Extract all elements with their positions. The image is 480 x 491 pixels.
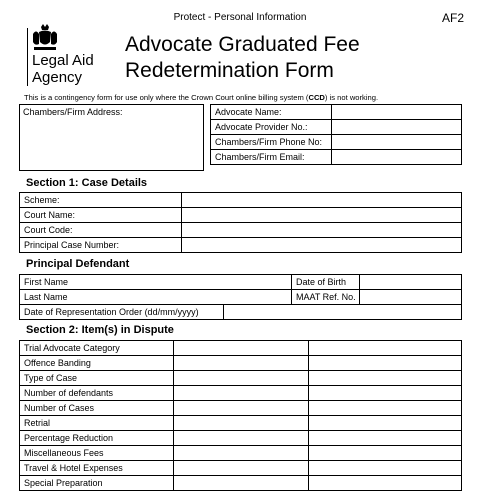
field-label: MAAT Ref. No. — [292, 290, 360, 305]
field-label: Number of Cases — [20, 401, 174, 416]
field-label: Last Name — [24, 291, 68, 302]
defendant-names-table — [19, 274, 462, 305]
chambers-email-row — [211, 150, 462, 165]
advocate-provider-row — [211, 120, 462, 135]
field-label: Trial Advocate Category — [20, 341, 174, 356]
chambers-email-input[interactable] — [332, 150, 462, 165]
value-input[interactable] — [174, 401, 309, 416]
table-row — [20, 290, 462, 305]
value-input[interactable] — [174, 416, 309, 431]
field-label: Date of Representation Order (dd/mm/yyyy) — [20, 305, 224, 320]
advocate-details-table — [210, 104, 462, 165]
table-row — [20, 356, 462, 371]
form-title-line-1: Advocate Graduated Fee — [125, 33, 360, 56]
value-input[interactable] — [174, 341, 309, 356]
field-label: Court Name: — [20, 208, 182, 223]
chambers-address-field[interactable] — [19, 104, 204, 171]
logo-divider — [27, 28, 28, 86]
logo-line-1: Legal Aid — [32, 52, 94, 69]
form-title — [125, 32, 360, 84]
note-text-before: This is a contingency form for use only where the Crown Court online billing system ( — [24, 93, 309, 102]
field-label: Advocate Provider No.: — [211, 120, 332, 135]
value-input[interactable] — [309, 476, 462, 491]
field-label: Date of Birth — [292, 275, 360, 290]
rep-order-date-input[interactable] — [224, 305, 462, 320]
table-row — [20, 305, 462, 320]
items-in-dispute-table — [19, 340, 462, 491]
table-row — [20, 476, 462, 491]
protective-marking: Protect - Personal Information — [173, 12, 307, 23]
section-2-heading: Section 2: Item(s) in Dispute — [26, 324, 174, 336]
last-name-cell[interactable] — [20, 290, 292, 305]
section-1-heading: Section 1: Case Details — [26, 177, 148, 189]
field-label: Travel & Hotel Expenses — [20, 461, 174, 476]
table-row — [20, 238, 462, 253]
note-system-name: CCD — [308, 93, 325, 102]
value-input[interactable] — [174, 356, 309, 371]
form-title-line-2: Redetermination Form — [125, 59, 334, 82]
table-row — [20, 193, 462, 208]
table-row — [20, 223, 462, 238]
field-label: Court Code: — [20, 223, 182, 238]
scheme-input[interactable] — [182, 193, 462, 208]
table-row — [20, 275, 462, 290]
field-label: Retrial — [20, 416, 174, 431]
value-input[interactable] — [309, 431, 462, 446]
value-input[interactable] — [309, 371, 462, 386]
field-label: Type of Case — [20, 371, 174, 386]
value-input[interactable] — [174, 431, 309, 446]
court-name-input[interactable] — [182, 208, 462, 223]
chambers-phone-input[interactable] — [332, 135, 462, 150]
maat-ref-input[interactable] — [360, 290, 462, 305]
value-input[interactable] — [174, 371, 309, 386]
case-number-input[interactable] — [182, 238, 462, 253]
field-label: Scheme: — [20, 193, 182, 208]
table-row — [20, 446, 462, 461]
date-of-birth-input[interactable] — [360, 275, 462, 290]
table-row — [20, 386, 462, 401]
value-input[interactable] — [174, 386, 309, 401]
field-label: First Name — [24, 276, 69, 287]
advocate-name-input[interactable] — [332, 105, 462, 120]
value-input[interactable] — [174, 461, 309, 476]
table-row — [20, 416, 462, 431]
note-text-after: ) is not working. — [324, 93, 379, 102]
table-row — [20, 461, 462, 476]
table-row — [20, 431, 462, 446]
field-label: Number of defendants — [20, 386, 174, 401]
royal-crest-icon — [30, 24, 60, 52]
field-label: Offence Banding — [20, 356, 174, 371]
value-input[interactable] — [309, 416, 462, 431]
case-details-table — [19, 192, 462, 253]
value-input[interactable] — [309, 401, 462, 416]
advocate-provider-input[interactable] — [332, 120, 462, 135]
form-code: AF2 — [442, 11, 465, 25]
field-label: Special Preparation — [20, 476, 174, 491]
field-label: Chambers/Firm Phone No: — [211, 135, 332, 150]
table-row — [20, 371, 462, 386]
field-label: Chambers/Firm Email: — [211, 150, 332, 165]
value-input[interactable] — [174, 446, 309, 461]
value-input[interactable] — [309, 341, 462, 356]
table-row — [20, 401, 462, 416]
field-label: Miscellaneous Fees — [20, 446, 174, 461]
principal-defendant-heading: Principal Defendant — [26, 258, 130, 270]
table-row — [20, 208, 462, 223]
agency-logo-text — [32, 52, 94, 86]
value-input[interactable] — [309, 446, 462, 461]
court-code-input[interactable] — [182, 223, 462, 238]
chambers-address-label: Chambers/Firm Address: — [23, 107, 123, 117]
field-label: Percentage Reduction — [20, 431, 174, 446]
first-name-cell[interactable] — [20, 275, 292, 290]
logo-line-2: Agency — [32, 69, 83, 86]
value-input[interactable] — [309, 461, 462, 476]
value-input[interactable] — [309, 386, 462, 401]
value-input[interactable] — [309, 356, 462, 371]
principal-defendant-grid — [19, 274, 462, 320]
chambers-phone-row — [211, 135, 462, 150]
advocate-name-row — [211, 105, 462, 120]
rep-order-table — [19, 304, 462, 320]
field-label: Principal Case Number: — [20, 238, 182, 253]
contingency-note — [24, 93, 378, 102]
value-input[interactable] — [174, 476, 309, 491]
table-row — [20, 341, 462, 356]
field-label: Advocate Name: — [211, 105, 332, 120]
